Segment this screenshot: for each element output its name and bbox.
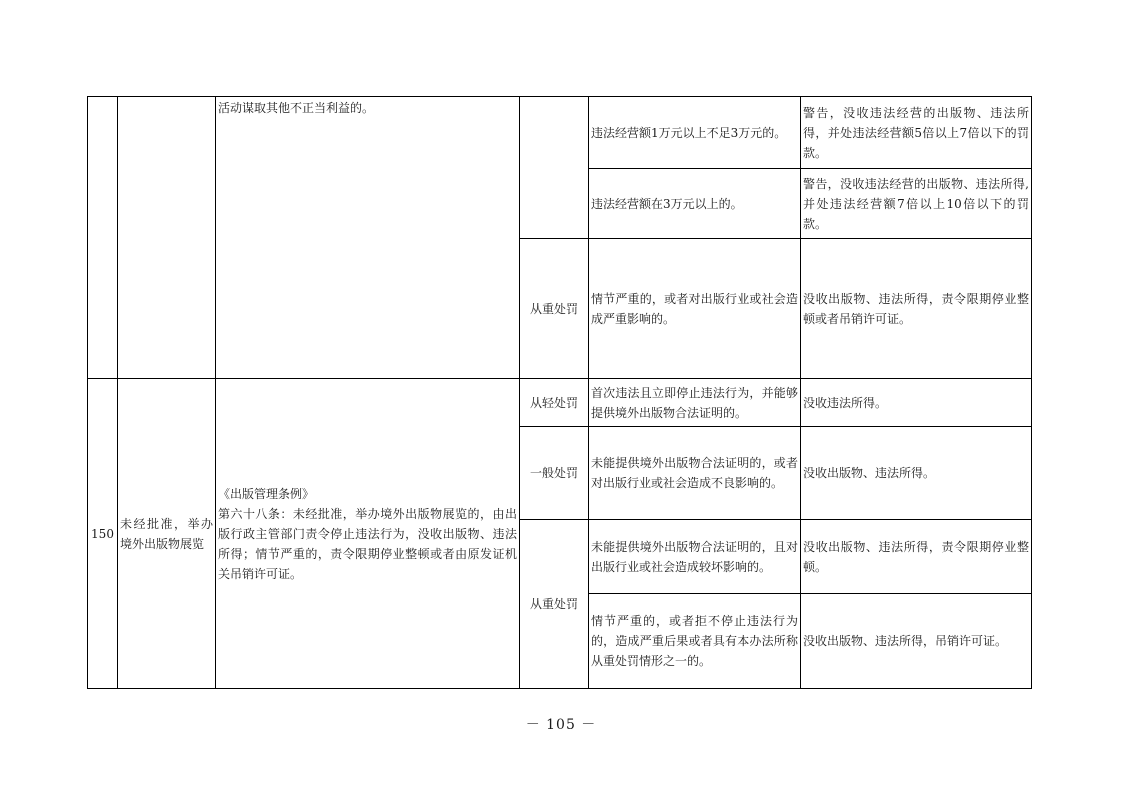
violation-case-cell: 未能提供境外出版物合法证明的，且对出版行业或社会造成较坏影响的。 xyxy=(589,520,801,594)
violation-case-cell: 违法经营额1万元以上不足3万元的。 xyxy=(589,97,801,169)
table-row xyxy=(88,379,1032,427)
table-row xyxy=(88,97,1032,169)
legal-basis-cell xyxy=(216,379,520,689)
penalty-cell: 警告，没收违法经营的出版物、违法所得，并处违法经营额5倍以上7倍以下的罚款。 xyxy=(801,97,1032,169)
penalty-cell: 没收出版物、违法所得。 xyxy=(801,427,1032,520)
discretion-level-cell: 从重处罚 xyxy=(520,520,589,689)
item-number-cell: 150 xyxy=(88,379,118,689)
item-name-cell-empty xyxy=(118,97,216,379)
violation-case-cell: 违法经营额在3万元以上的。 xyxy=(589,169,801,239)
legal-basis-title: 《出版管理条例》 xyxy=(218,486,315,501)
penalty-cell: 警告，没收违法经营的出版物、违法所得,并处违法经营额7倍以上10倍以下的罚款。 xyxy=(801,169,1032,239)
number-cell-empty xyxy=(88,97,118,379)
discretion-level-cell: 从轻处罚 xyxy=(520,379,589,427)
page-number: － 105 － xyxy=(525,717,597,733)
violation-case-cell: 情节严重的，或者对出版行业或社会造成严重影响的。 xyxy=(589,239,801,379)
penalty-cell: 没收违法所得。 xyxy=(801,379,1032,427)
legal-basis-text: 第六十八条：未经批准，举办境外出版物展览的，由出版行政主管部门责令停止违法行为，没收出版物、违法所得；情节严重的，责令限期停业整顿或者由原发证机关吊销许可证。 xyxy=(218,506,517,581)
penalty-cell: 没收出版物、违法所得，责令限期停业整顿。 xyxy=(801,520,1032,594)
penalty-cell: 没收出版物、违法所得，责令限期停业整顿或者吊销许可证。 xyxy=(801,239,1032,379)
violation-case-cell: 首次违法且立即停止违法行为，并能够提供境外出版物合法证明的。 xyxy=(589,379,801,427)
violation-case-cell: 未能提供境外出版物合法证明的，或者对出版行业或社会造成不良影响的。 xyxy=(589,427,801,520)
penalty-standards-table xyxy=(87,96,1032,689)
legal-basis-cell: 活动谋取其他不正当利益的。 xyxy=(216,97,520,379)
item-name-cell: 未经批准，举办境外出版物展览 xyxy=(118,379,216,689)
discretion-level-cell: 一般处罚 xyxy=(520,427,589,520)
violation-case-cell: 情节严重的，或者拒不停止违法行为的，造成严重后果或者具有本办法所称从重处罚情形之一的。 xyxy=(589,594,801,689)
penalty-cell: 没收出版物、违法所得，吊销许可证。 xyxy=(801,594,1032,689)
discretion-level-cell: 从重处罚 xyxy=(520,239,589,379)
discretion-level-cell-empty xyxy=(520,97,589,239)
